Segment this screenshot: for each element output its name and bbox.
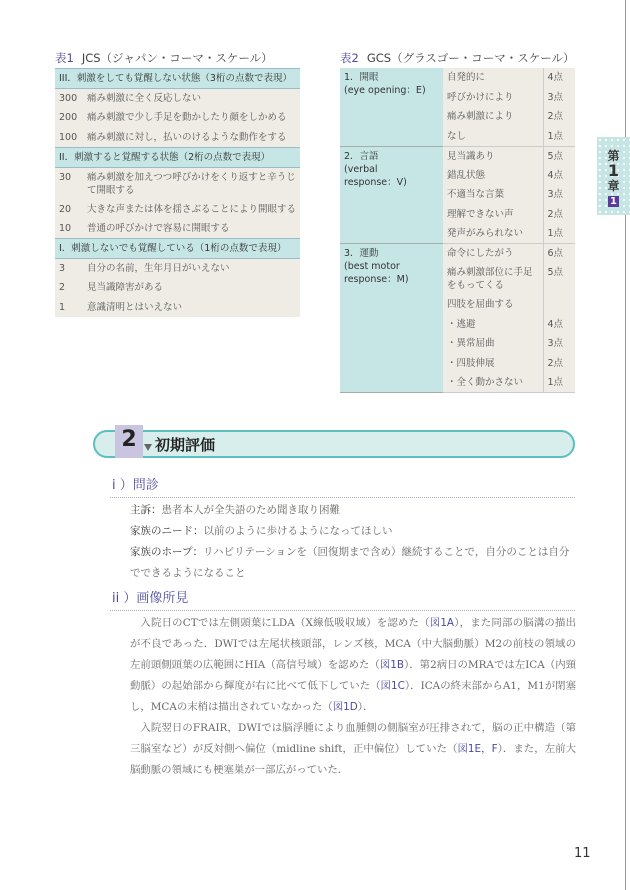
response-cell: 命令にしたがう <box>443 244 543 264</box>
response-cell: 不適当な言葉 <box>443 185 543 205</box>
chapter-tab-badge: 1 <box>608 196 619 207</box>
score-cell: 100 <box>55 128 83 148</box>
page-number: 11 <box>574 846 591 861</box>
group-header-row <box>55 69 300 89</box>
table-row <box>55 89 300 109</box>
score-cell: 2点 <box>543 205 575 225</box>
score-cell: 2 <box>55 278 83 298</box>
group-header-row <box>55 147 300 167</box>
jcs-table <box>55 68 300 317</box>
score-cell: 200 <box>55 108 83 128</box>
response-cell: ・四肢伸展 <box>443 354 543 374</box>
table2-caption <box>340 50 575 66</box>
description-cell: 痛み刺激を加えつつ呼びかけをくり返すと辛うじて開眼する <box>83 167 300 200</box>
score-cell: 3点 <box>543 88 575 108</box>
response-cell: 発声がみられない <box>443 224 543 244</box>
table-row <box>340 68 575 88</box>
chapter-tab-number: 1 <box>607 161 620 180</box>
response-cell: 痛み刺激により <box>443 107 543 127</box>
response-cell: 呼びかけにより <box>443 88 543 108</box>
score-cell: 5点 <box>543 263 575 295</box>
list-item <box>130 500 576 521</box>
response-cell: 痛み刺激部位に手足をもってくる <box>443 263 543 295</box>
table-row <box>55 278 300 298</box>
score-cell: 30 <box>55 167 83 200</box>
response-cell: ・逃避 <box>443 315 543 335</box>
chapter-tab-text: 章 <box>607 179 620 193</box>
section-title: 初期評価 <box>155 436 216 454</box>
imaging-paragraph-1 <box>130 613 576 718</box>
score-cell: 4点 <box>543 166 575 186</box>
item-text: 患者本人が全失語のため聞き取り困難 <box>161 504 340 516</box>
score-cell: 1 <box>55 298 83 318</box>
score-cell: 3点 <box>543 334 575 354</box>
response-cell: なし <box>443 127 543 147</box>
response-cell: ・全く動かさない <box>443 373 543 393</box>
response-cell: 四肢を屈曲する <box>443 295 543 315</box>
group-header: II．刺激すると覚醒する状態（2桁の点数で表現） <box>55 147 300 167</box>
score-cell: 20 <box>55 200 83 220</box>
response-cell: 錯乱状態 <box>443 166 543 186</box>
item-label: 家族のニード： <box>130 525 204 537</box>
response-cell: ・異常屈曲 <box>443 334 543 354</box>
category-cell: 2．言語 (verbal response：V) <box>340 146 443 244</box>
score-cell: 1点 <box>543 127 575 147</box>
table-row <box>55 259 300 279</box>
description-cell: 見当識障害がある <box>83 278 300 298</box>
table-row <box>55 167 300 200</box>
description-cell: 痛み刺激に全く反応しない <box>83 89 300 109</box>
figure-reference[interactable]: 図1A <box>429 617 455 629</box>
triangle-icon <box>144 444 152 451</box>
paragraph-text: 入院日のCTでは左側頭葉にLDA（X線低吸収域）を認めた（ <box>140 617 430 629</box>
table-row <box>55 200 300 220</box>
figure-reference[interactable]: 図1D <box>332 701 358 713</box>
table-title: GCS（グラスゴー・コーマ・スケール） <box>366 51 575 65</box>
subsection-title: i ）問診 <box>110 474 575 498</box>
description-cell: 大きな声または体を揺さぶることにより開眼する <box>83 200 300 220</box>
paragraph-text: ）． <box>357 701 374 713</box>
score-cell: 3 <box>55 259 83 279</box>
gcs-table <box>340 68 575 393</box>
chapter-tab[interactable] <box>597 137 630 215</box>
score-cell: 2点 <box>543 107 575 127</box>
paragraph-text: 入院翌日のFRAIR，DWIでは脳浮腫により血腫側の側脳室が圧排されて，脳の正中構造（第三脳室など）が反対側へ偏位（midline shift，正中偏位）していた（ <box>130 722 576 755</box>
response-cell: 理解できない声 <box>443 205 543 225</box>
figure-reference[interactable]: 図1E，F <box>457 743 498 755</box>
group-header: III．刺激をしても覚醒しない状態（3桁の点数で表現） <box>55 69 300 89</box>
score-cell: 1点 <box>543 373 575 393</box>
table-row <box>340 146 575 166</box>
score-cell: 4点 <box>543 68 575 88</box>
table-row <box>55 108 300 128</box>
subsection-title: ii ）画像所見 <box>110 587 575 611</box>
group-header-row <box>55 239 300 259</box>
figure-reference[interactable]: 図1B <box>379 659 404 671</box>
item-label: 家族のホープ： <box>130 546 203 558</box>
description-cell: 普通の呼びかけで容易に開眼する <box>83 219 300 239</box>
score-cell: 3点 <box>543 185 575 205</box>
paragraph-text: ），また同部の脳溝の描出が不良であった．DWIでは左尾状核頭部，レンズ核，MCA（中大脳動脈）M2の前枝の領域の左前頭側頭葉の広範囲にHIA（高信号域）を認めた（ <box>130 617 576 671</box>
score-cell: 10 <box>55 219 83 239</box>
score-cell: 2点 <box>543 354 575 374</box>
score-cell <box>543 295 575 315</box>
page-edge <box>625 0 626 890</box>
score-cell: 6点 <box>543 244 575 264</box>
response-cell: 自発的に <box>443 68 543 88</box>
list-item <box>130 521 576 542</box>
paragraph-text: ）．第2病日のMRAでは左ICA（内頸動脈）の起始部から輝度が右に比べて低下していた（ <box>130 659 576 692</box>
table1-caption <box>55 50 273 66</box>
category-cell: 1．開眼 (eye opening：E) <box>340 68 443 146</box>
score-cell: 4点 <box>543 315 575 335</box>
response-cell: 見当識あり <box>443 146 543 166</box>
table-row <box>340 244 575 264</box>
description-cell: 意識清明とはいえない <box>83 298 300 318</box>
item-label: 主訴： <box>130 504 162 516</box>
table-title: JCS（ジャパン・コーマ・スケール） <box>81 51 273 65</box>
figure-reference[interactable]: 図1C <box>380 680 405 692</box>
table-number: 表2 <box>340 51 359 65</box>
item-text: 以前のように歩けるようになってほしい <box>203 525 393 537</box>
section-number: 2 <box>115 425 143 458</box>
table-row <box>55 128 300 148</box>
interview-list <box>130 500 576 584</box>
table-row <box>55 219 300 239</box>
chapter-tab-text: 第 <box>607 149 620 163</box>
item-text: リハビリテーションを（回復期まで含め）継続することで，自分のことは自分でできるようになること <box>130 546 570 579</box>
list-item <box>130 542 576 584</box>
score-cell: 300 <box>55 89 83 109</box>
paragraph-text: ）．また，左前大脳動脈の領域にも梗塞巣が一部広がっていた． <box>130 743 576 776</box>
category-cell: 3．運動 (best motor response：M) <box>340 244 443 393</box>
description-cell: 痛み刺激で少し手足を動かしたり顔をしかめる <box>83 108 300 128</box>
score-cell: 5点 <box>543 146 575 166</box>
paragraph-text: ）．ICAの終末部からA1，M1が閉塞し，MCAの末梢は描出されていなかった（ <box>130 680 576 713</box>
table-row <box>55 298 300 318</box>
table-number: 表1 <box>55 51 74 65</box>
section-header <box>93 427 575 458</box>
score-cell: 1点 <box>543 224 575 244</box>
description-cell: 自分の名前，生年月日がいえない <box>83 259 300 279</box>
imaging-paragraph-2 <box>130 718 576 781</box>
description-cell: 痛み刺激に対し，払いのけるような動作をする <box>83 128 300 148</box>
group-header: I．刺激しないでも覚醒している（1桁の点数で表現） <box>55 239 300 259</box>
